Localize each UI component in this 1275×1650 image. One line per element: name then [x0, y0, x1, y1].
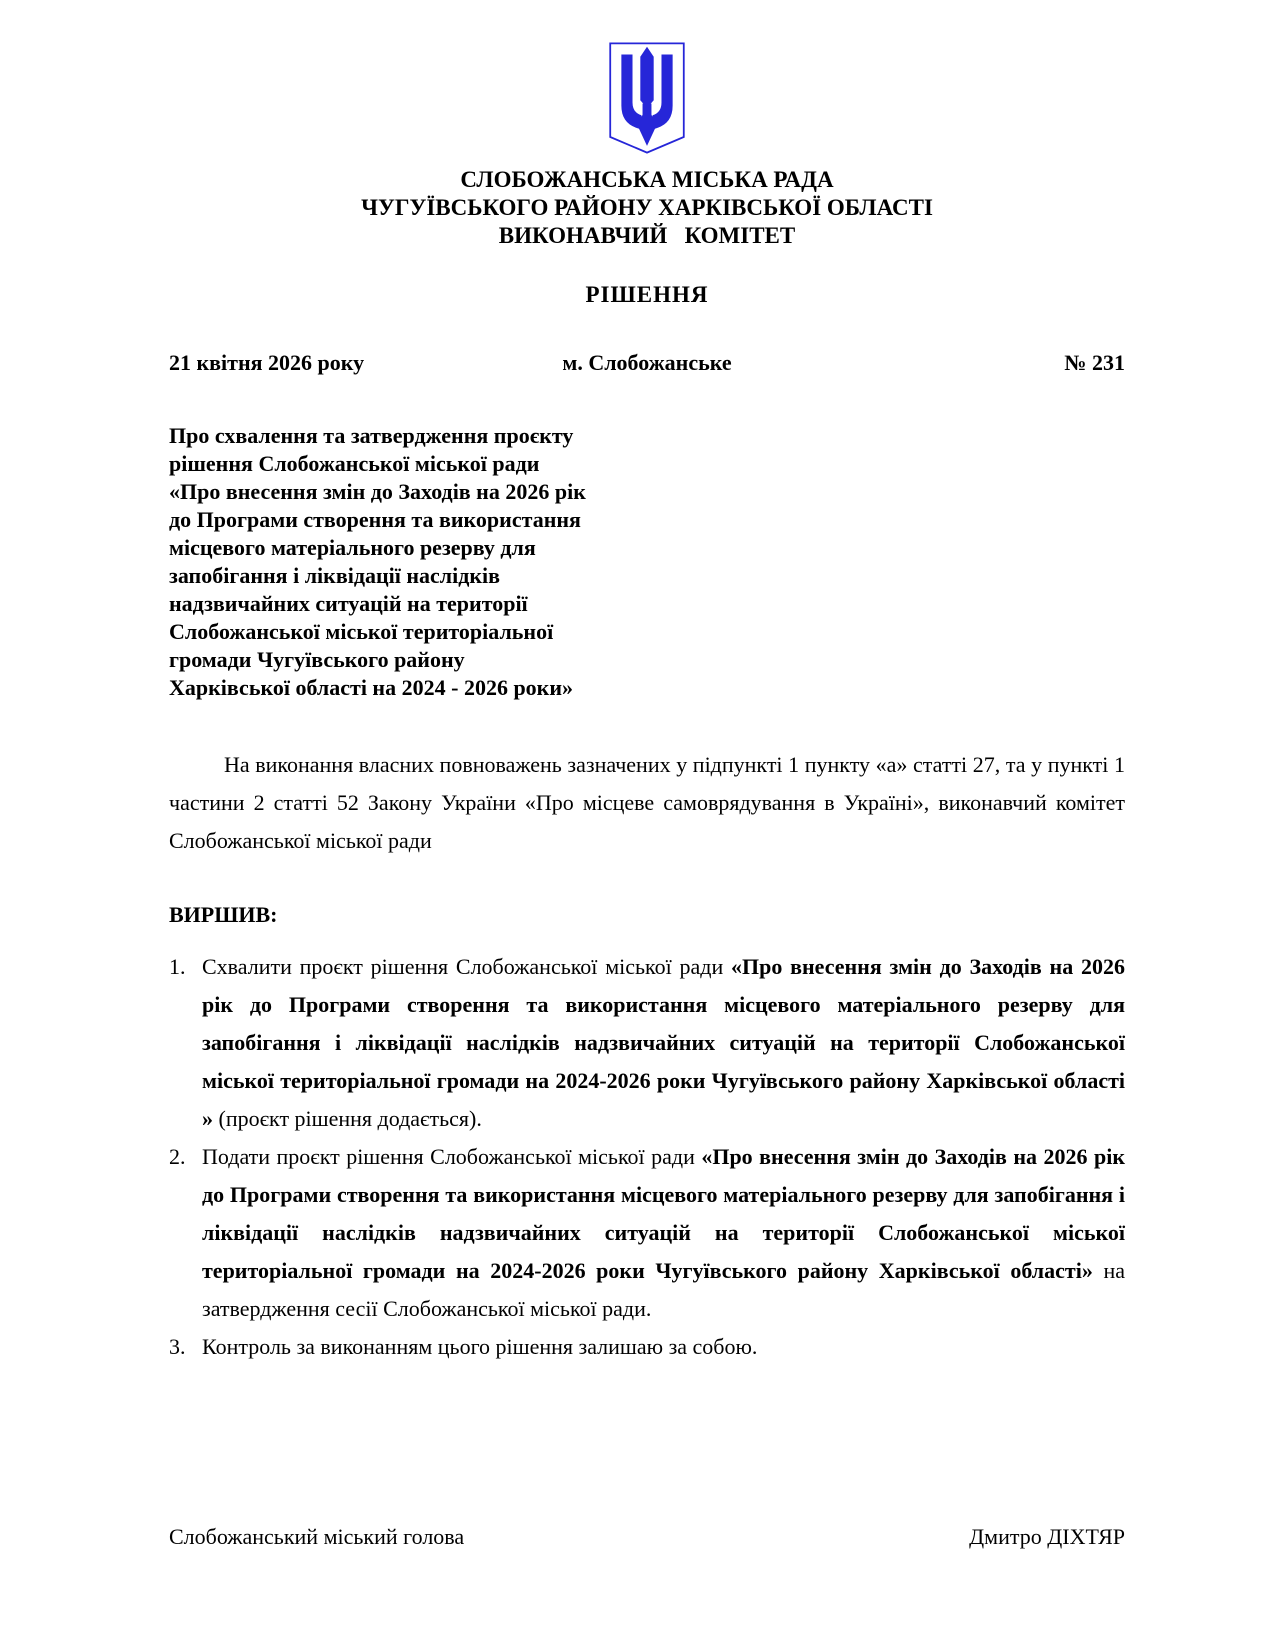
resolved-heading: ВИРШИВ:	[169, 902, 278, 927]
meta-row	[169, 350, 1125, 376]
tryzub-emblem-icon	[608, 141, 686, 158]
list-item-3	[169, 1328, 1125, 1366]
doc-date: 21 квітня 2026 року	[169, 350, 365, 375]
item-text-regular: Схвалити проєкт рішення Слобожанської міської ради	[202, 954, 731, 979]
subject-line: місцевого матеріального резерву для	[169, 535, 536, 560]
signatory-name: Дмитро ДІХТЯР	[969, 1524, 1125, 1549]
subject-line: Про схвалення та затвердження проєкту	[169, 423, 574, 448]
item-text	[202, 948, 1125, 1138]
subject-line: громади Чугуївського району	[169, 647, 465, 672]
header-org-region: ЧУГУЇВСЬКОГО РАЙОНУ ХАРКІВСЬКОЇ ОБЛАСТІ	[361, 195, 933, 220]
item-number: 3.	[169, 1334, 186, 1359]
signatory-position: Слобожанський міський голова	[169, 1524, 465, 1549]
item-text-tail: (проєкт рішення додається).	[213, 1106, 482, 1131]
doc-place: м. Слобожанське	[562, 350, 732, 375]
header-org-committee: ВИКОНАВЧИЙ КОМІТЕТ	[498, 223, 796, 248]
item-text	[202, 1328, 1125, 1366]
subject-block	[169, 422, 789, 702]
item-text-regular: Подати проєкт рішення Слобожанської міської ради	[202, 1144, 702, 1169]
item-text-regular: Контроль за виконанням цього рішення залишаю за собою.	[202, 1334, 758, 1359]
subject-line: Харківської області на 2024 - 2026 роки»	[169, 675, 574, 700]
item-number: 2.	[169, 1144, 186, 1169]
header-org-name: СЛОБОЖАНСЬКА МІСЬКА РАДА	[460, 167, 834, 192]
item-text-bold: «Про внесення змін до Заходів на 2026 рік до Програми створення та використання місцевого матеріального резерву для запобігання і ліквідації наслідків надзвичайних ситуацій на території Слобожанської міської територіальної громади на 2024-2026 роки Чугуївського району Харківської області»	[202, 1144, 1125, 1283]
subject-line: запобігання і ліквідації наслідків	[169, 563, 501, 588]
item-text	[202, 1138, 1125, 1328]
subject-line: до Програми створення та використання	[169, 507, 581, 532]
subject-line: надзвичайних ситуацій на території	[169, 591, 528, 616]
decision-list	[169, 948, 1125, 1366]
list-item-2	[169, 1138, 1125, 1328]
doc-number: № 231	[1064, 350, 1125, 375]
subject-line: Слобожанської міської територіальної	[169, 619, 554, 644]
subject-line: рішення Слобожанської міської ради	[169, 451, 540, 476]
doc-type-title: РІШЕННЯ	[585, 282, 709, 307]
item-text-bold: «Про внесення змін до Заходів на 2026 рік до Програми створення та використання місцевого матеріального резерву для запобігання і ліквідації наслідків надзвичайних ситуацій на території Слобожанської міської територіальної громади на 2024-2026 роки Чугуївського району Харківської області »	[202, 954, 1125, 1131]
emblem	[169, 42, 1125, 158]
list-item-1	[169, 948, 1125, 1138]
signature-row	[169, 1518, 1125, 1556]
item-text-tail: на затвердження сесії Слобожанської міської ради.	[202, 1258, 1125, 1321]
subject-line: «Про внесення змін до Заходів на 2026 рік	[169, 479, 586, 504]
item-number: 1.	[169, 954, 186, 979]
preamble-paragraph: На виконання власних повноважень зазначених у підпункті 1 пункту «а» статті 27, та у пункті 1 частини 2 статті 52 Закону України «Про місцеве самоврядування в Україні», виконавчий комітет Слобожанської міської ради	[169, 752, 1125, 853]
